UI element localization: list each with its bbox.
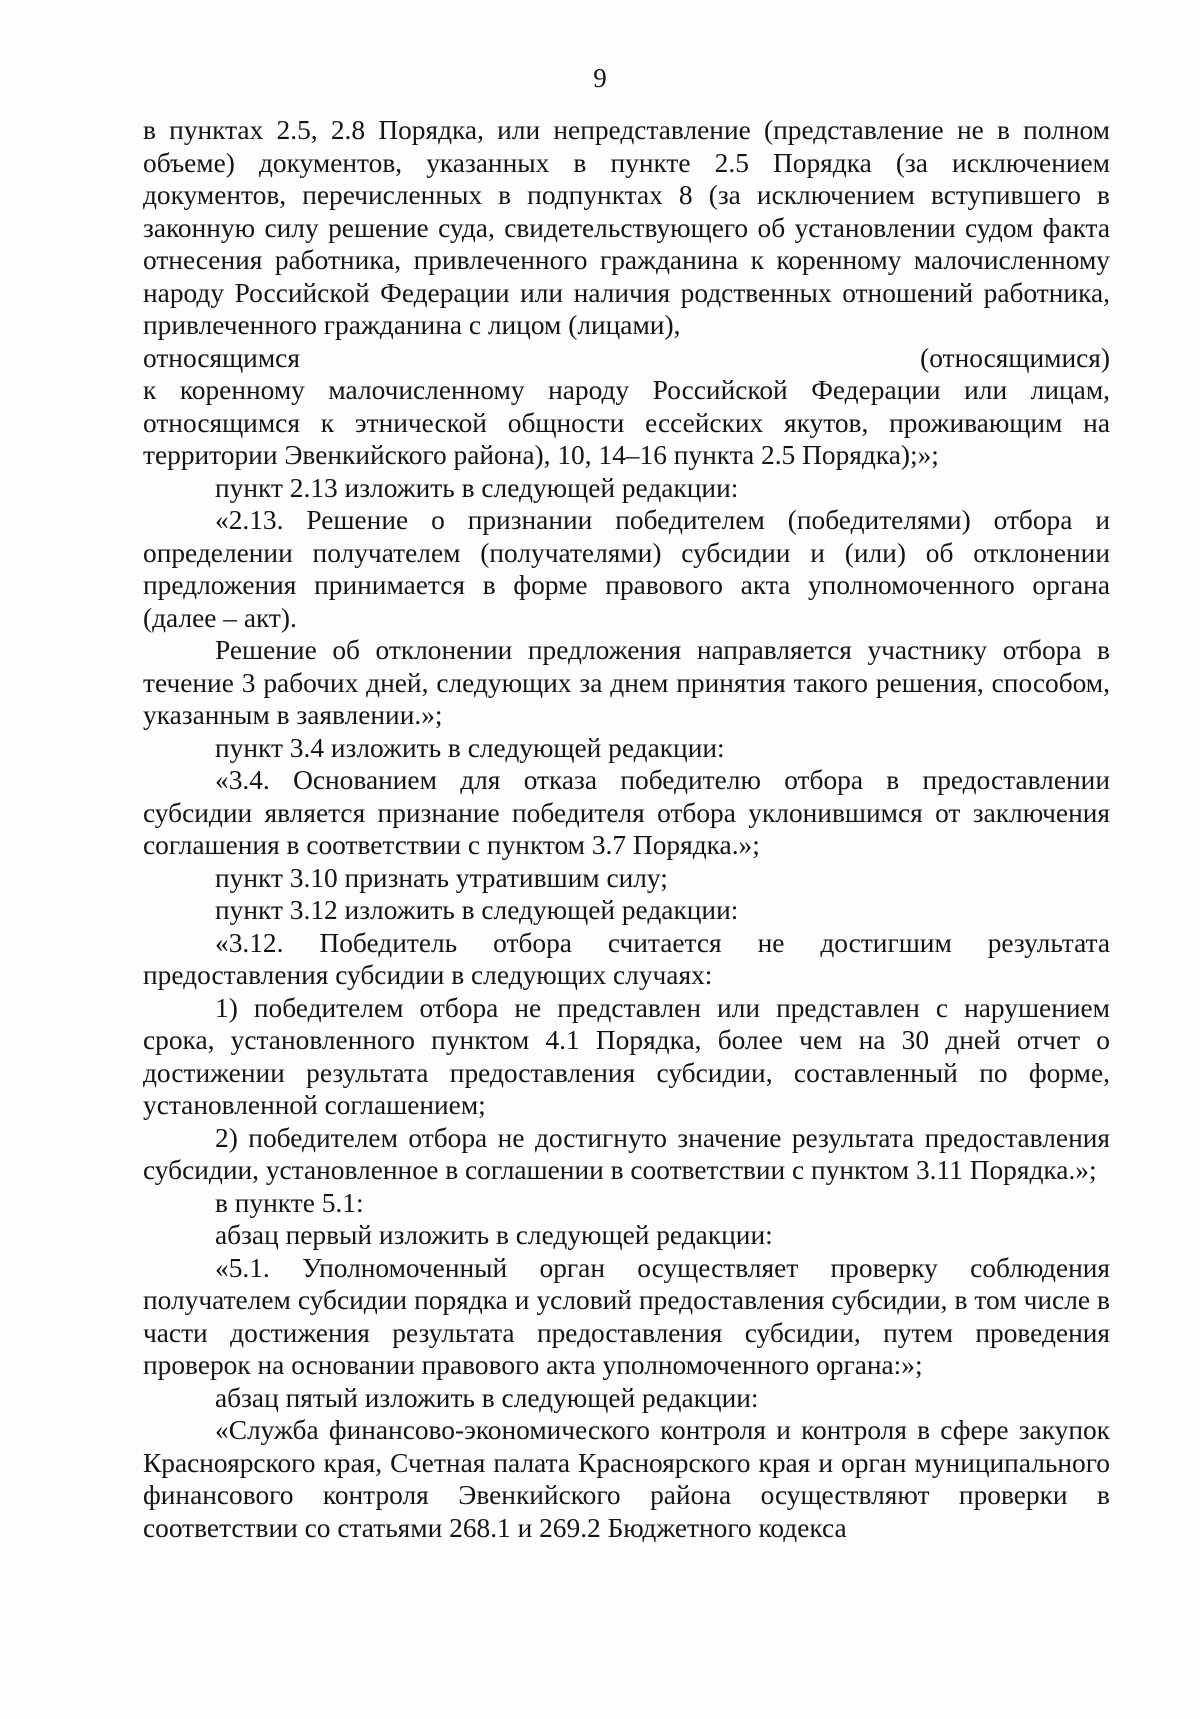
paragraph-item-3-4-text: «3.4. Основанием для отказа победителю отбора в предоставлении субсидии является признание победителя отбора уклонившимся от заключения соглашения в соответствии с пунктом 3.7 Порядка.»; [143,765,1110,860]
paragraph-first-abzac-instruction: абзац первый изложить в следующей редакции: [215,1220,773,1250]
document-body [143,114,1110,1544]
paragraph-item-3-12-instruction: пункт 3.12 изложить в следующей редакции: [215,895,739,925]
page-number: 9 [593,63,607,93]
paragraph-continuation-part-1: в пунктах 2.5, 2.8 Порядка, или непредставление (представление не в полном объеме) документов, указанных в пункте 2.5 Порядка (за исключением документов, перечисленных в подпунктах 8 (за исключением вступившего в законную силу решение суда, свидетельствующего об установлении судом факта отнесения работника, привлеченного гражданина к коренному малочисленному народу Российской Федерации или наличия родственных отношений работника, привлеченного гражданина с лицом (лицами), [143,115,1110,340]
paragraph-item-3-4-instruction: пункт 3.4 изложить в следующей редакции: [215,732,725,763]
paragraph-item-3-12-text: «3.12. Победитель отбора считается не достигшим результата предоставления субсидии в следующих случаях: [143,927,1110,990]
paragraph-rejection-notice: Решение об отклонении предложения направляется участнику отбора в течение 3 рабочих дней, следующих за днем принятия такого решения, способом, указанным в заявлении.»; [143,635,1110,730]
paragraph-control-bodies-text: «Служба финансово-экономического контроля и контроля в сфере закупок Красноярского края, Счетная палата Красноярского края и орган муниципального финансового контроля Эвенкийского района осуществляют проверки в соответствии со статьями 268.1 и 269.2 Бюджетного кодекса [143,1415,1110,1543]
paragraph-fifth-abzac-instruction: абзац пятый изложить в следующей редакции: [215,1382,759,1413]
paragraph-item-2-13-text: «2.13. Решение о признании победителем (победителями) отбора и определении получателем (получателями) субсидии и (или) об отклонении предложения принимается в форме правового акта уполномоченного органа (далее – акт). [143,505,1110,633]
paragraph-continuation-part-2: относящимся (относящимися) [143,342,1110,373]
paragraph-continuation-part-3: к коренному малочисленному народу Российской Федерации или лицам, относящимся к этнической общности ессейских якутов, проживающим на территории Эвенкийского района), 10, 14–16 пункта 2.5 Порядка);»; [143,375,1110,470]
paragraph-case-1: 1) победителем отбора не представлен или представлен с нарушением срока, установленного пунктом 4.1 Порядка, более чем на 30 дней отчет о достижении результата предоставления субсидии, составленный по форме, установленной соглашением; [143,992,1110,1120]
paragraph-item-2-13-instruction: пункт 2.13 изложить в следующей редакции: [215,472,739,503]
paragraph-item-5-1-text: «5.1. Уполномоченный орган осуществляет проверку соблюдения получателем субсидии порядка и условий предоставления субсидии, в том числе в части достижения результата предоставления субсидии, путем проведения проверок на основании правового акта уполномоченного органа:»; [143,1252,1110,1380]
paragraph-item-3-10-repeal: пункт 3.10 признать утратившим силу; [215,862,668,893]
paragraph-case-2: 2) победителем отбора не достигнуто значение результата предоставления субсидии, установленное в соглашении в соответствии с пунктом 3.11 Порядка.»; [143,1122,1110,1185]
paragraph-item-5-1-heading: в пункте 5.1: [215,1187,364,1218]
